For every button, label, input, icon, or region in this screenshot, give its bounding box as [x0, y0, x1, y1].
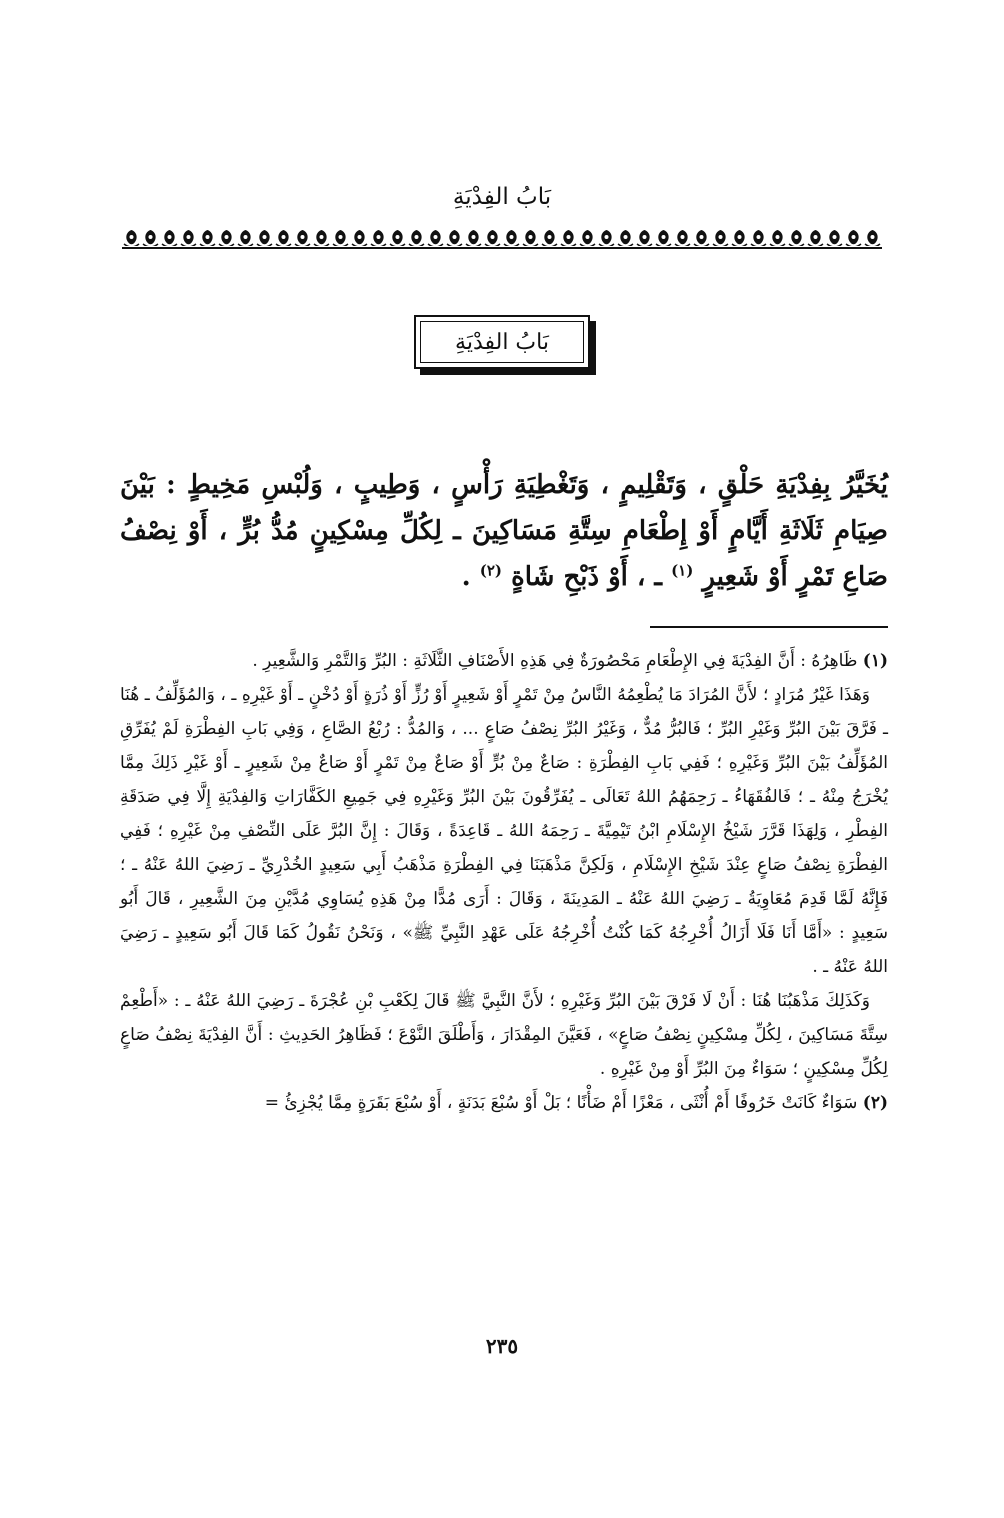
chapter-title-box — [414, 315, 602, 381]
footnote-separator — [650, 626, 888, 628]
footnotes — [120, 644, 888, 1120]
footnote-ref-1: (١) — [671, 561, 694, 580]
footnote-ref-2: (٢) — [479, 561, 503, 580]
chapter-title: بَابُ الفِدْيَةِ — [420, 321, 584, 363]
footnote-1-para-2: وَهَذَا غَيْرُ مُرَادٍ ؛ لأَنَّ المُرَادَ مَا يُطْعِمُهُ النَّاسُ مِنْ تَمْرٍ أَوْ شَعِيرٍ أَوْ رُزٍّ أَوْ ذُرَةٍ أَوْ دُخْنٍ ـ أَوْ غَيْرِهِ ـ ، وَالمُؤَلِّفُ ـ هُنَا ـ فَرَّقَ بَيْنَ البُرِّ وَغَيْرِ البُرِّ ؛ فَالبُرُّ مُدٌّ ، وَغَيْرُ البُرِّ نِصْفُ صَاعٍ ... ، وَالمُدُّ : رُبْعُ الصَّاعِ ، وَفِي بَابِ الفِطْرَةِ لَمْ يُفَرِّقِ المُؤَلِّفُ بَيْنَ البُرِّ وَغَيْرِهِ ؛ فَفِي بَابِ الفِطْرَةِ : صَاعٌ مِنْ بُرٍّ أَوْ صَاعٌ مِنْ تَمْرٍ أَوْ صَاعٌ مِنْ شَعِيرٍ ـ أَوْ غَيْرِ ذَلِكَ مِمَّا يُخْرَجُ مِنْهُ ـ ؛ فَالفُقَهَاءُ ـ رَحِمَهُمُ اللهُ تَعَالَى ـ يُفَرِّقُونَ بَيْنَ البُرِّ وَغَيْرِهِ فِي جَمِيعِ الكَفَّارَاتِ وَالفِدْيَةِ إِلَّا فِي صَدَقَةِ الفِطْرِ ، وَلِهَذَا قَرَّرَ شَيْخُ الإِسْلَامِ ابْنُ تَيْمِيَّةَ ـ رَحِمَهُ اللهُ ـ قَاعِدَةً ، وَقَالَ : إِنَّ البُرَّ عَلَى النِّصْفِ مِنْ غَيْرِهِ ؛ فَفِي الفِطْرَةِ نِصْفُ صَاعٍ عِنْدَ شَيْخِ الإِسْلَامِ ، وَلَكِنَّ مَذْهَبَنَا فِي الفِطْرَةِ مَذْهَبُ أَبِي سَعِيدٍ الخُدْرِيِّ ـ رَضِيَ اللهُ عَنْهُ ـ ؛ فَإِنَّهُ لَمَّا قَدِمَ مُعَاوِيَةُ ـ رَضِيَ اللهُ عَنْهُ ـ المَدِينَةَ ، وَقَالَ : أَرَى مُدًّا مِنْ هَذِهِ يُسَاوِي مُدَّيْنِ مِنَ الشَّعِيرِ ، قَالَ أَبُو سَعِيدٍ : «أَمَّا أَنَا فَلَا أَزَالُ أُخْرِجُهُ كَمَا كُنْتُ أُخْرِجُهُ عَلَى عَهْدِ النَّبِيِّ ﷺ» ، وَنَحْنُ نَقُولُ كَمَا قَالَ أَبُو سَعِيدٍ ـ رَضِيَ اللهُ عَنْهُ ـ . — [120, 685, 888, 977]
page-number: ٢٣٥ — [485, 1334, 519, 1358]
footnote-2 — [120, 1086, 888, 1120]
footnote-1-para-3: وَكَذَلِكَ مَذْهَبُنَا هُنَا : أَنْ لَا فَرْقَ بَيْنَ البُرِّ وَغَيْرِهِ ؛ لأَنَّ النَّبِيَّ ﷺ قَالَ لِكَعْبِ بْنِ عُجْرَةَ ـ رَضِيَ اللهُ عَنْهُ ـ : «أَطْعِمْ سِتَّةَ مَسَاكِينَ ، لِكُلِّ مِسْكِينٍ نِصْفُ صَاعٍ» ، فَعَيَّنَ المِقْدَارَ ، وَأَطْلَقَ النَّوْعَ ؛ فَظَاهِرُ الحَدِيثِ : أَنَّ الفِدْيَةَ نِصْفُ صَاعٍ لِكُلِّ مِسْكِينٍ ؛ سَوَاءٌ مِنَ البُرِّ أَوْ مِنْ غَيْرِهِ . — [120, 991, 888, 1079]
footnote-2-text: سَوَاءٌ كَانَتْ خَرُوفًا أَمْ أُنْثَى ، مَعْزًا أَمْ ضَأْنًا ؛ بَلْ أَوْ سُبْعَ بَدَنَةٍ ، أَوْ سُبْعَ بَقَرَةٍ مِمَّا يُجْزِئُ = — [264, 1093, 858, 1113]
footnote-1-text: ظَاهِرُهُ : أَنَّ الفِدْيَةَ فِي الإِطْعَامِ مَحْصُورَةٌ فِي هَذِهِ الأَصْنَافِ الثَّلَاثَةِ : البُرِّ وَالتَّمْرِ وَالشَّعِيرِ . — [252, 651, 858, 671]
footnote-1-para-1 — [120, 644, 888, 678]
ornament-border — [122, 228, 882, 250]
running-header: بَابُ الفِدْيَةِ — [452, 184, 552, 210]
main-text-body: يُخَيَّرُ بِفِدْيَةِ حَلْقٍ ، وَتَقْلِيمٍ ، وَتَغْطِيَةِ رَأْسٍ ، وَطِيبٍ ، وَلُبْسِ مَخِيطٍ : بَيْنَ صِيَامِ ثَلَاثَةِ أَيَّامٍ أَوْ إِطْعَامِ سِتَّةِ مَسَاكِينَ ـ لِكُلِّ مِسْكِينٍ مُدُّ بُرٍّ ، أَوْ نِصْفُ صَاعِ تَمْرٍ أَوْ شَعِيرٍ — [120, 470, 889, 592]
footnote-1-number: (١) — [862, 651, 888, 671]
main-text — [120, 462, 888, 600]
main-text-middle: ـ ، أَوْ ذَبْحِ شَاةٍ — [502, 562, 672, 592]
footnote-2-number: (٢) — [862, 1093, 888, 1113]
main-text-end: . — [461, 562, 480, 592]
